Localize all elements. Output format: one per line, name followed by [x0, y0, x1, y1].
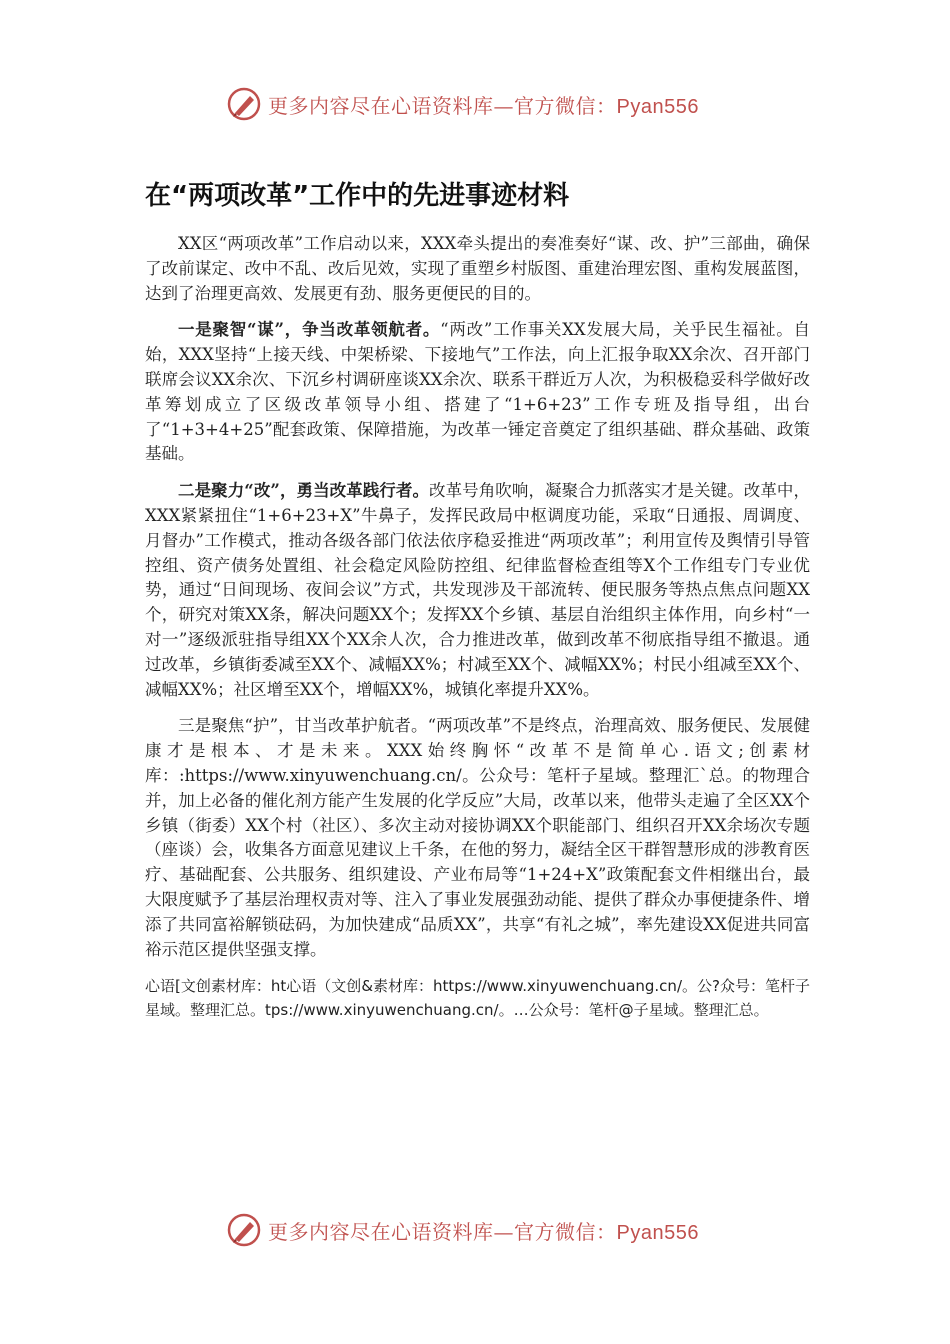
paragraph-intro: XX区“两项改革”工作启动以来，XXX牵头提出的奏准奏好“谋、改、护”三部曲，确保了改前谋定、改中不乱、改后见效，实现了重塑乡村版图、重建治理宏图、重构发展蓝图，达到了治理更高效、发展更有劲、服务更便民的目的。 — [145, 234, 810, 303]
paragraph-protect: 三是聚焦“护”，甘当改革护航者。“两项改革”不是终点，治理高效、服务便民、发展健康才是根本、才是未来。XXX始终胸怀“改革不是简单心.语文;创素材库：:https://www.xinyuwenchuang.cn/。公众号：笔杆子星域。整理汇`总。的物理合并，加上必备的催化剂方能产生发展的化学反应”大局，改革以来，他带头走遍了全区XX个乡镇（街委）XX个村（社区）、多次主动对接协调XX个职能部门、组织召开XX余场次专题（座谈）会，收集各方面意见建议上千条，在他的努力，凝结全区干群智慧形成的涉教育医疗、基础配套、公共服务、组织建设、产业布局等“1+24+X”政策配套文件相继出台，最大限度赋予了基层治理权责对等、注入了事业发展强劲动能、提供了群众办事便捷条件、增添了共同富裕解锁砝码，为加快建成“品质XX”，共享“有礼之城”，率先建设XX促进共同富裕示范区提供坚强支撑。 — [145, 716, 810, 959]
pen-logo-icon — [226, 1212, 262, 1248]
paragraph-plan: 一是聚智“谋”，争当改革领航者。“两改”工作事关XX发展大局，关乎民生福祉。自始，XXX坚持“上接天线、中架桥梁、下接地气”工作法，向上汇报争取XX余次、召开部门联席会议XX余次、下沉乡村调研座谈XX余次、联系干群近万人次，为积极稳妥科学做好改革筹划成立了区级改革领导小组、搭建了“1+6+23”工作专班及指导组，出台了“1+3+4+25”配套政策、保障措施，为改革一锤定音奠定了组织基础、群众基础、政策基础。 — [145, 320, 810, 464]
paragraph-heading: 二是聚力“改”，勇当改革践行者。 — [178, 481, 430, 501]
header-wechat-id: Pyan556 — [616, 95, 699, 118]
header-banner — [226, 84, 746, 124]
footer-note: 心语[文创素材库：ht心语（文创&素材库：https://www.xinyuwenchuang.cn/。公?众号：笔杆子星域。整理汇总。tps://www.xinyuwenchuang.cn/。…公众号：笔杆@子星域。整理汇总。 — [145, 977, 810, 1020]
footer-banner — [226, 1210, 746, 1250]
document-body — [145, 232, 810, 1022]
pen-logo-icon — [226, 86, 262, 122]
header-banner-text: 更多内容尽在心语资料库—官方微信：Pyan556 — [268, 93, 699, 118]
page-title: 在“两项改革”工作中的先进事迹材料 — [145, 181, 570, 211]
footer-banner-text: 更多内容尽在心语资料库—官方微信：Pyan556 — [268, 1219, 699, 1244]
paragraph-reform: 二是聚力“改”，勇当改革践行者。改革号角吹响，凝聚合力抓落实才是关键。改革中，XXX紧紧扭住“1+6+23+X”牛鼻子，发挥民政局中枢调度功能，采取“日通报、周调度、月督办”工作模式，推动各级各部门依法依序稳妥推进“两项改革”；利用宣传及舆情引导管控组、资产债务处置组、社会稳定风险防控组、纪律监督检查组等X个工作组专门专业优势，通过“日间现场、夜间会议”方式，共发现涉及干部流转、便民服务等热点焦点问题XX个，研究对策XX条，解决问题XX个；发挥XX个乡镇、基层自治组织主体作用，向乡村“一对一”逐级派驻指导组XX个XX余人次，合力推进改革，做到改革不彻底指导组不撤退。通过改革，乡镇街委减至XX个、减幅XX%；村减至XX个、减幅XX%；村民小组减至XX个、减幅XX%；社区增至XX个，增幅XX%，城镇化率提升XX%。 — [145, 481, 811, 699]
footer-wechat-id: Pyan556 — [616, 1221, 699, 1244]
paragraph-heading: 一是聚智“谋”，争当改革领航者。 — [178, 320, 441, 340]
